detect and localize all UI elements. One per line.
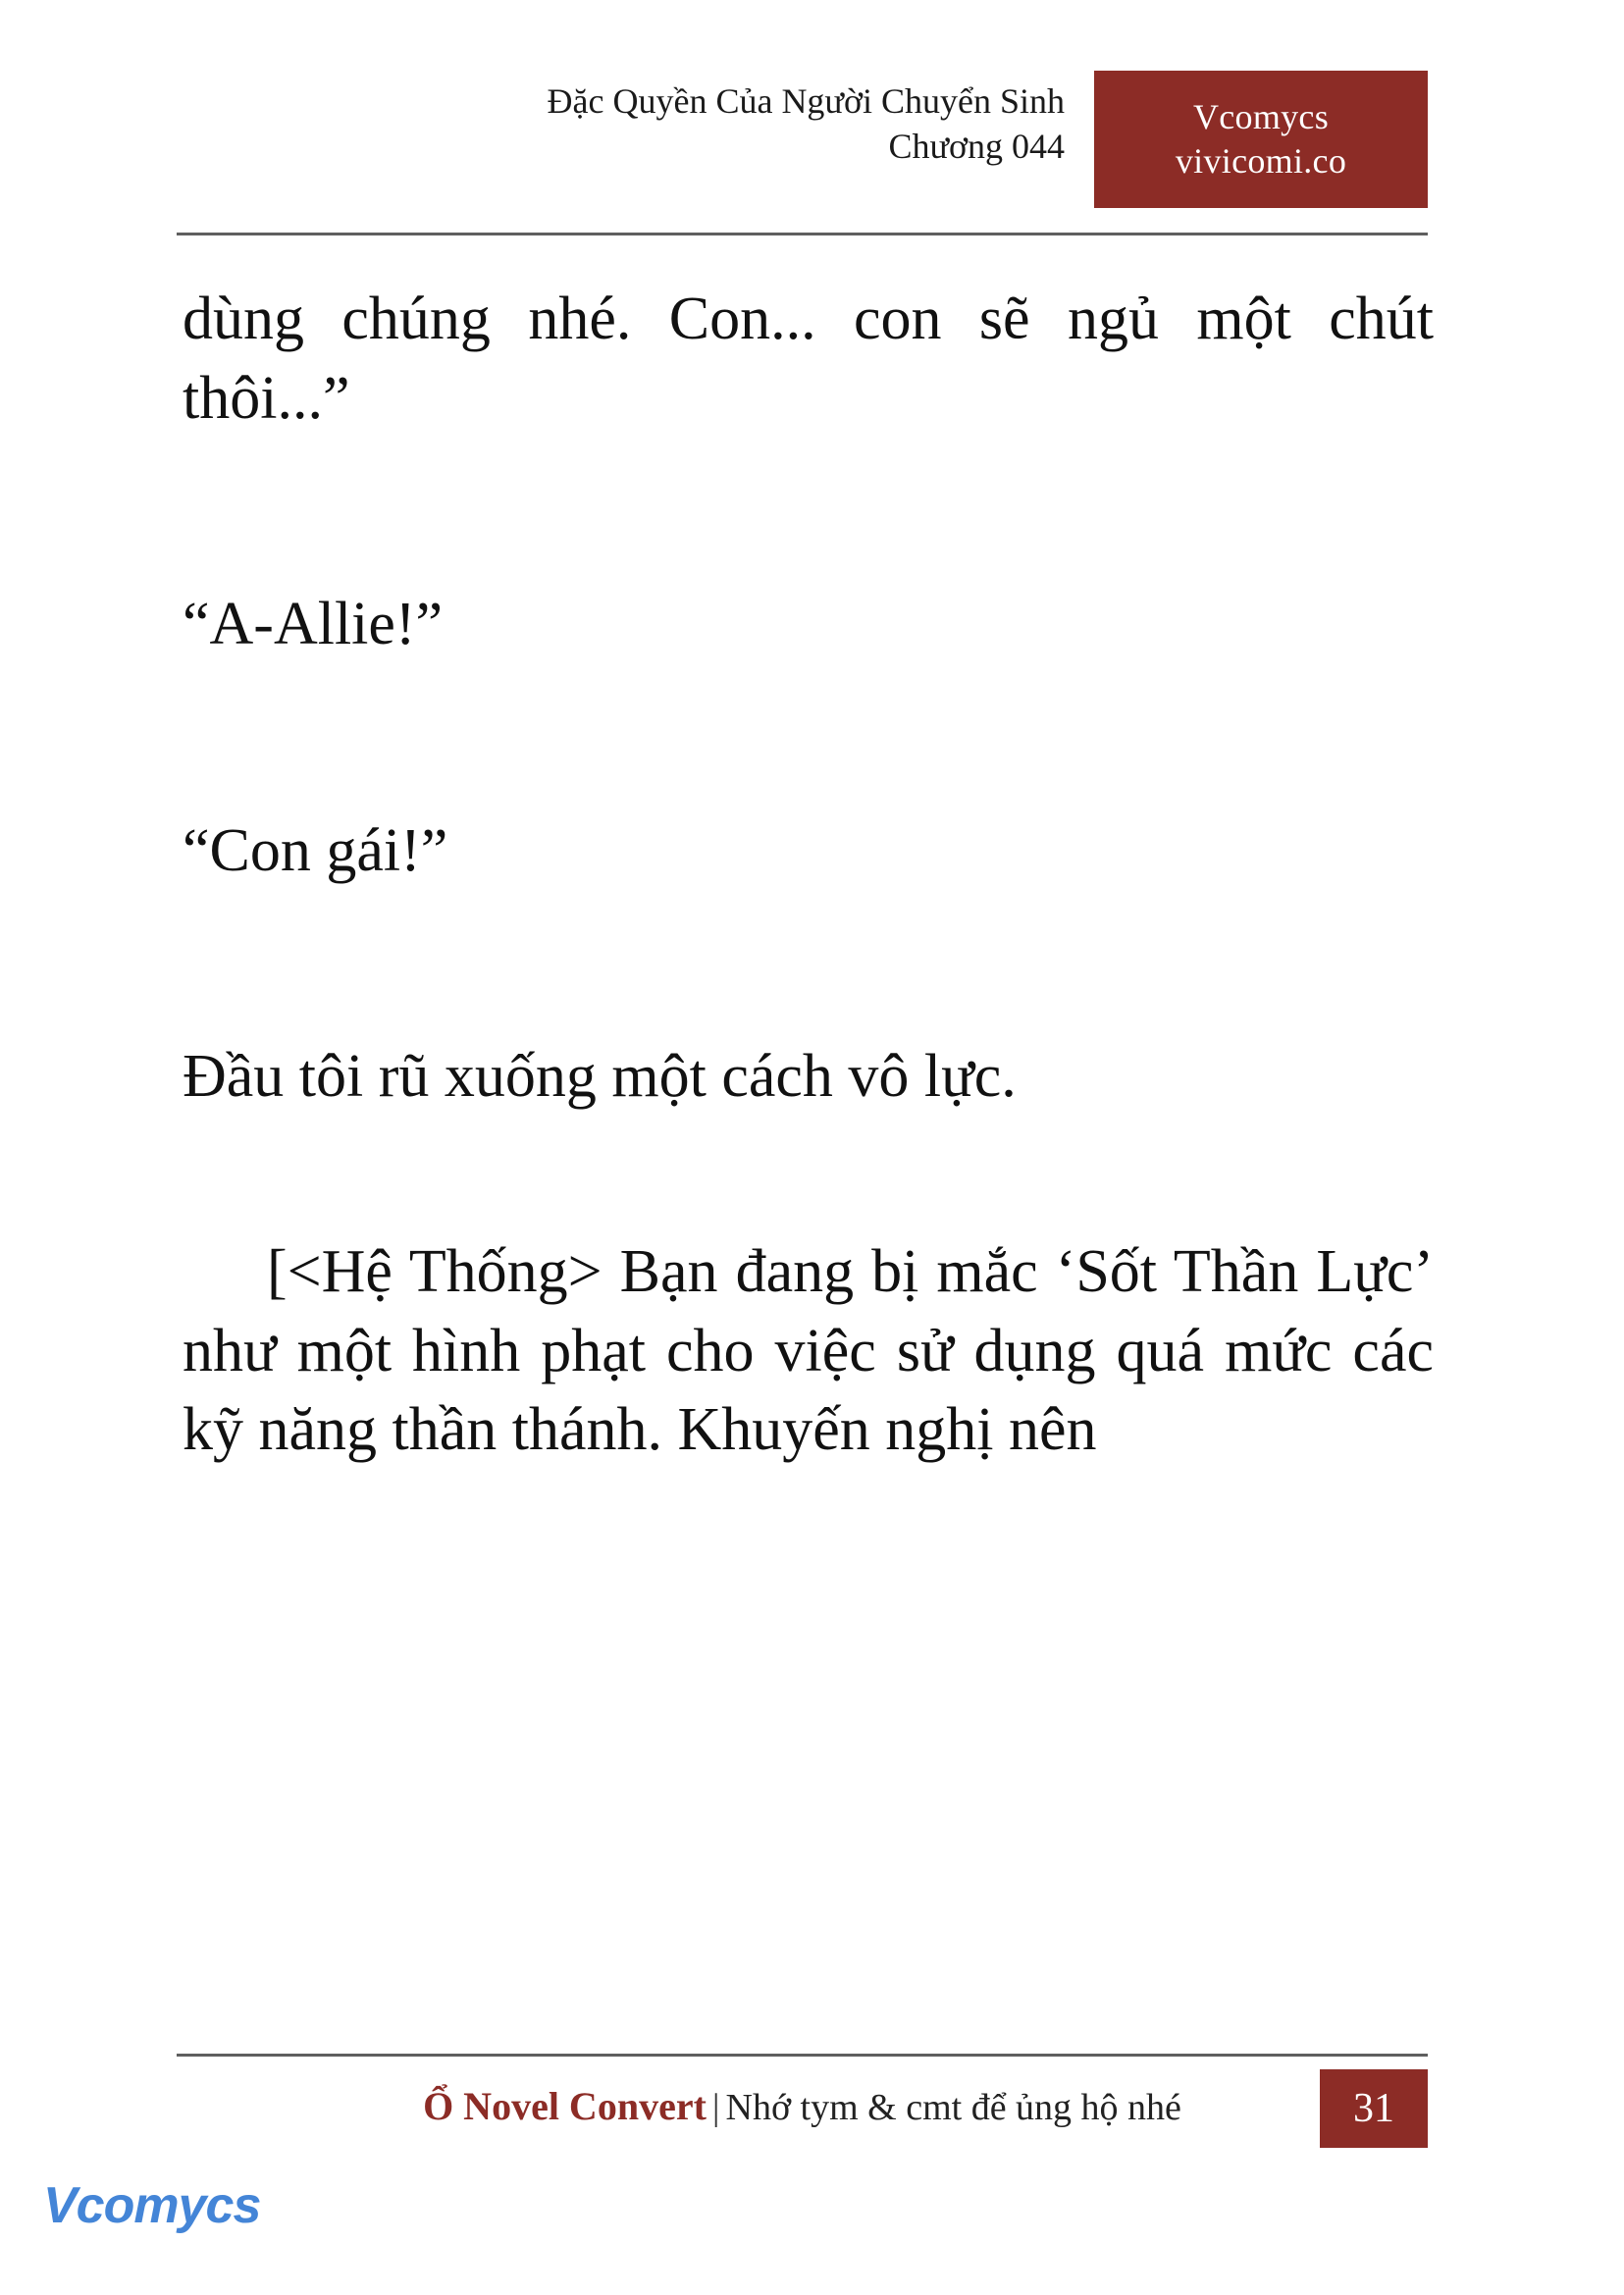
page-footer xyxy=(177,2075,1428,2154)
watermark-label: Vcomycs xyxy=(43,2177,261,2234)
paragraph-spacer xyxy=(183,438,1434,585)
paragraph: Đầu tôi rũ xuống một cách vô lực. xyxy=(183,1043,1017,1111)
paragraph: dùng chúng nhé. Con... con sẽ ngủ một chút thôi...” xyxy=(183,286,1434,432)
paragraph: [<Hệ Thống> Bạn đang bị mắc ‘Sốt Thần Lực’ như một hình phạt cho việc sử dụng quá mức các kỹ năng thần thánh. Khuyến nghị nên xyxy=(183,1237,1434,1464)
footer-brand: Ổ Novel Convert xyxy=(423,2084,707,2128)
paragraph: “Con gái!” xyxy=(183,816,448,884)
page-header xyxy=(177,78,1428,226)
footer-credit xyxy=(177,2083,1428,2129)
paragraph-spacer xyxy=(183,890,1434,1037)
site-badge-name: Vcomycs xyxy=(1192,97,1330,136)
book-title: Đặc Quyền Của Người Chuyển Sinh xyxy=(547,81,1065,121)
footer-note: Nhớ tym & cmt để ủng hộ nhé xyxy=(725,2087,1181,2128)
footer-separator: | xyxy=(711,2087,720,2128)
header-title-block xyxy=(548,78,1065,169)
page-number: 31 xyxy=(1320,2069,1428,2148)
vcomycs-logo-watermark xyxy=(43,2176,269,2261)
footer-divider xyxy=(177,2054,1428,2057)
header-divider xyxy=(177,233,1428,235)
chapter-title: Chương 044 xyxy=(888,127,1065,167)
site-badge xyxy=(1094,71,1428,208)
paragraph-spacer xyxy=(183,1117,1434,1232)
paragraph-spacer xyxy=(183,664,1434,811)
page-body xyxy=(183,280,1434,1470)
site-badge-url: vivicomi.co xyxy=(1175,141,1347,181)
paragraph: “A-Allie!” xyxy=(183,591,444,658)
